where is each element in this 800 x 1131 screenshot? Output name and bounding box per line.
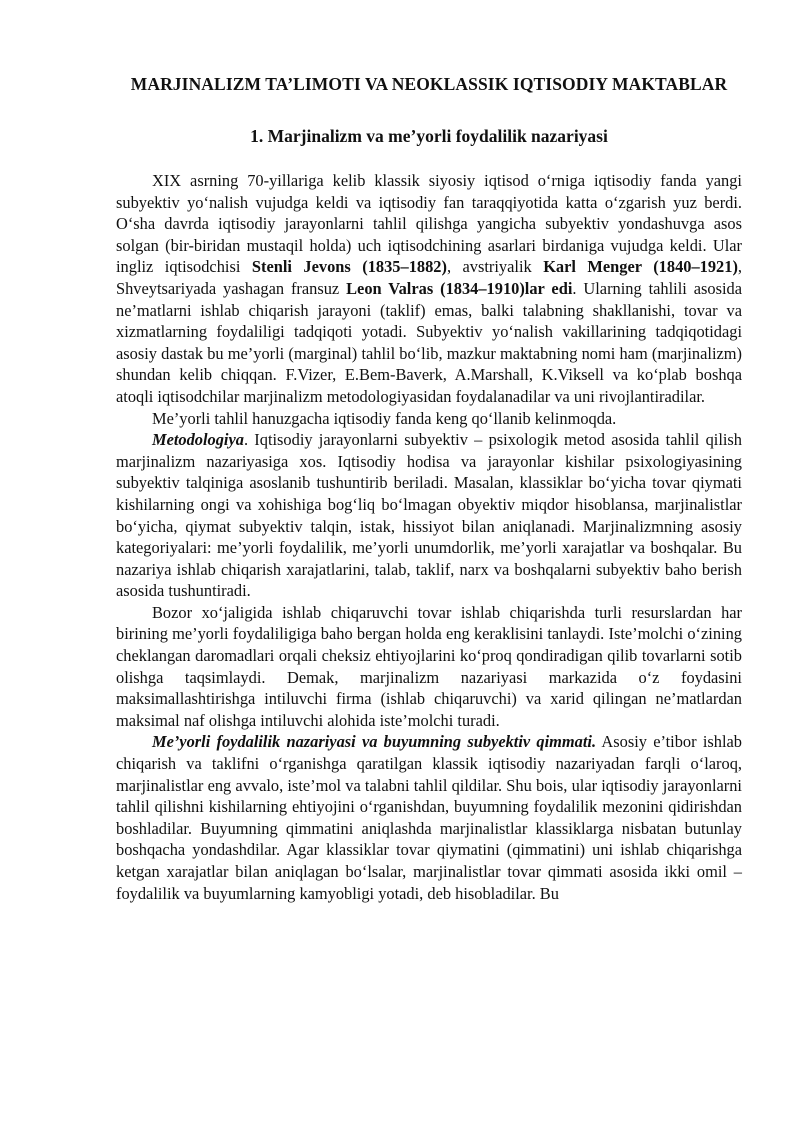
jevons-name: Stenli Jevons (1835–1882) <box>251 257 447 277</box>
valras-name: Leon Valras (1834–1910)lar edi <box>346 278 573 298</box>
intro-text-1: XIX asrning 70-yillariga kelib klassik siyosiy iqtisod o‘rniga iqtisodiy fanda yangi subyektiv yo‘nalish vujudga keldi va iqtisodiy fan taraqqiyotida katta o‘zgarish yuz berdi. O‘sha davrda iqtisodiy jarayonlarni tahlil qilishga yangicha subyektiv yondashuvga asos solgan (bir-biridan mustaqil holda) uch iqtisodchining asarlari birdaniga vujudga keldi. Ular ingliz iqtisodchisi <box>116 171 742 277</box>
intro-text-2: , avstriyalik <box>446 257 544 277</box>
paragraph-methodology <box>116 429 742 602</box>
paragraph-market-economy: Bozor xo‘jaligida ishlab chiqaruvchi tovar ishlab chiqarishda turli resurslardan har birining me’yorli foydaliligiga baho bergan holda eng keraklisini tanlaydi. Iste’molchi o‘zining cheklangan daromadlari orqali cheksiz ehtiyojlarini ko‘proq qondiradigan qilib tovarlarni sotib olishga taqsimlaydi. Demak, marjinalizm nazariyasi markazida o‘z foydasini maksimallashtirishga intiluvchi firma (ishlab chiqaruvchi) va xarid qilingan ne’matlardan maksimal naf olishga intiluvchi alohida iste’molchi turadi. <box>116 602 742 730</box>
intro-text-3: , Shveytsariyada yashagan fransuz <box>116 257 743 298</box>
menger-name: Karl Menger (1840–1921) <box>543 257 738 277</box>
paragraph-marginal-analysis: Me’yorli tahlil hanuzgacha iqtisodiy fanda keng qo‘llanib kelinmoqda. <box>152 408 617 428</box>
methodology-lead: Metodologiya <box>152 430 244 450</box>
methodology-text: . Iqtisodiy jarayonlarni subyektiv – psixologik metod asosida tahlil qilish marjinalizm nazariyasiga xos. Iqtisodiy hodisa va jarayonlar kishilar psixologiyasining subyektiv talqiniga asoslanib tushuntirib beriladi. Masalan, klassiklar bo‘yicha tovar qiymati kishilarning ongi va xohishiga bog‘liq bo‘lmagan obyektiv miqdor hisoblansa, marjinalistlar bo‘yicha, qiymat subyektiv talqin, istak, hissiyot bilan aniqlanadi. Marjinalizmning asosiy kategoriyalari: me’yorli foydalilik, me’yorli unumdorlik, me’yorli xarajatlar va boshqalar. Bu nazariya ishlab chiqarish xarajatlarini, talab, taklif, narx va boshqalarni subyektiv baho berish asosida tushuntiradi. <box>116 430 742 601</box>
document-page <box>116 72 742 904</box>
section-title: 1. Marjinalizm va me’yorli foydalilik nazariyasi <box>250 126 608 146</box>
utility-theory-lead: Me’yorli foydalilik nazariyasi va buyumning subyektiv qimmati. <box>152 732 597 752</box>
paragraph-intro <box>116 170 742 408</box>
document-title: MARJINALIZM TA’LIMOTI VA NEOKLASSIK IQTISODIY MAKTABLAR <box>130 74 728 94</box>
intro-text-4: . Ularning tahlili asosida ne’matlarni ishlab chiqarish jarayoni (taklif) emas, balki talabning shakllanishi, tovar va xizmatlarning foydaliligi tadqiqoti yotadi. Subyektiv yo‘nalish vakillarining tadqiqotidagi asosiy dastak bu me’yorli (marginal) tahlil bo‘lib, mazkur maktabning nomi ham (marjinalizm) shundan kelib chiqqan. F.Vizer, E.Bem-Baverk, A.Marshall, K.Viksell va ko‘plab boshqa atoqli iqtisodchilar marjinalizm metodologiyasidan foydalanadilar va uni rivojlantiradilar. <box>116 278 742 406</box>
utility-theory-text: Asosiy e’tibor ishlab chiqarish va taklifni o‘rganishga qaratilgan klassik iqtisodiy nazariyadan farqli o‘laroq, marjinalistlar eng avvalo, iste’mol va talabni tahlil qildilar. Shu bois, ular iqtisodiy jarayonlarni tahlil qilishni kishilarning ehtiyojini o‘rganishdan, buyumning foydalilik mezonini qidirishdan boshladilar. Buyumning qimmatini aniqlashda marjinalistlar klassiklarga nisbatan butunlay boshqacha yondashdilar. Agar klassiklar tovar qiymatini (qimmatini) uni ishlab chiqarishga ketgan xarajatlar bilan aniqlagan bo‘lsalar, marjinalistlar tovar qimmati asosida ikki omil – foydalilik va buyumlarning kamyobligi yotadi, deb hisobladilar. Bu <box>116 732 742 903</box>
paragraph-utility-theory <box>116 731 742 904</box>
